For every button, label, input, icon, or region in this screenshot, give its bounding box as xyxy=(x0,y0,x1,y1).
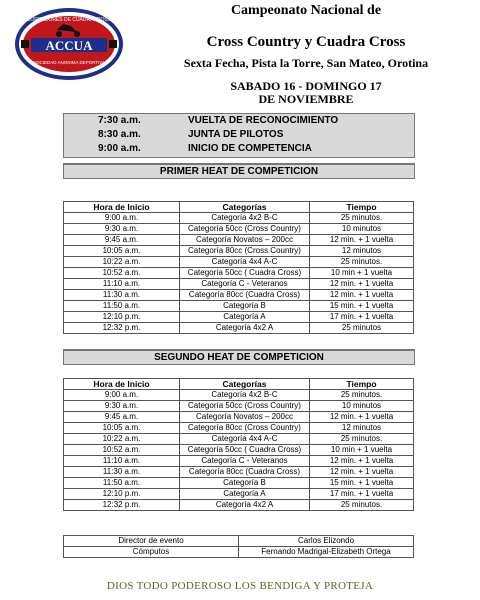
schedule-time: 7:30 a.m. xyxy=(98,115,141,126)
table-row xyxy=(64,323,414,334)
start-time-cell: 10:22 a.m. xyxy=(64,257,180,268)
table-header-row xyxy=(64,202,414,213)
category-cell: Categoría 4x2 A xyxy=(180,500,310,511)
start-time-cell: 11:10 a.m. xyxy=(64,456,180,467)
event-subtitle: Cross Country y Cuadra Cross xyxy=(206,34,406,50)
start-time-cell: 11:30 a.m. xyxy=(64,467,180,478)
duration-cell: 12 min. + 1 vuelta xyxy=(310,412,414,423)
category-cell: Categoría 4x2 A xyxy=(180,323,310,334)
table-row xyxy=(64,456,414,467)
staff-name: Carlos Elizondo xyxy=(239,536,414,547)
event-date-line2: DE NOVIEMBRE xyxy=(258,92,354,106)
duration-cell: 12 min. + 1 vuelta xyxy=(310,456,414,467)
col-header-category: Categorías xyxy=(180,379,310,390)
event-header xyxy=(138,2,474,106)
footer-blessing: DIOS TODO PODEROSO LOS BENDIGA Y PROTEJA xyxy=(106,580,374,592)
staff-row xyxy=(64,547,414,558)
col-header-time: Hora de Inicio xyxy=(64,202,180,213)
logo-bottom-text: SOCIEDAD ANONIMA DEPORTIVA xyxy=(32,60,106,65)
table-row xyxy=(64,412,414,423)
table-row xyxy=(64,279,414,290)
heat1-body xyxy=(64,213,414,334)
col-header-duration: Tiempo xyxy=(310,379,414,390)
start-time-cell: 12:32 p.m. xyxy=(64,500,180,511)
category-cell: Categoría B xyxy=(180,301,310,312)
duration-cell: 12 min. + 1 vuelta xyxy=(310,235,414,246)
duration-cell: 12 min. + 1 vuelta xyxy=(310,279,414,290)
start-time-cell: 11:50 a.m. xyxy=(64,478,180,489)
table-row xyxy=(64,390,414,401)
start-time-cell: 11:10 a.m. xyxy=(64,279,180,290)
duration-cell: 12 min. + 1 vuelta xyxy=(310,467,414,478)
duration-cell: 10 min + 1 vuelta xyxy=(310,268,414,279)
category-cell: Categoría C - Veteranos xyxy=(180,456,310,467)
duration-cell: 25 minutos. xyxy=(310,500,414,511)
duration-cell: 25 minutos. xyxy=(310,213,414,224)
col-header-duration: Tiempo xyxy=(310,202,414,213)
start-time-cell: 10:22 a.m. xyxy=(64,434,180,445)
duration-cell: 15 min. + 1 vuelta xyxy=(310,478,414,489)
schedule-row xyxy=(64,142,414,156)
table-row xyxy=(64,213,414,224)
start-time-cell: 9:00 a.m. xyxy=(64,213,180,224)
table-row xyxy=(64,246,414,257)
duration-cell: 25 minutos. xyxy=(310,390,414,401)
heat2-table xyxy=(63,378,414,511)
category-cell: Categoría 50cc (Cross Country) xyxy=(180,401,310,412)
start-time-cell: 9:00 a.m. xyxy=(64,390,180,401)
heat2-body xyxy=(64,390,414,511)
start-time-cell: 11:50 a.m. xyxy=(64,301,180,312)
start-time-cell: 10:05 a.m. xyxy=(64,423,180,434)
event-title: Campeonato Nacional de xyxy=(230,3,382,18)
category-cell: Categoría 80cc (Cross Country) xyxy=(180,246,310,257)
opening-schedule xyxy=(63,113,415,158)
duration-cell: 17 min. + 1 vuelta xyxy=(310,489,414,500)
start-time-cell: 9:45 a.m. xyxy=(64,412,180,423)
schedule-desc: JUNTA DE PILOTOS xyxy=(188,129,284,140)
staff-name: Fernando Madrigal-Elizabeth Ortega xyxy=(239,547,414,558)
table-row xyxy=(64,268,414,279)
table-row xyxy=(64,301,414,312)
duration-cell: 12 min. + 1 vuelta xyxy=(310,290,414,301)
start-time-cell: 12:10 p.m. xyxy=(64,312,180,323)
schedule-time: 9:00 a.m. xyxy=(98,143,141,154)
category-cell: Categoría B xyxy=(180,478,310,489)
table-row xyxy=(64,290,414,301)
start-time-cell: 9:30 a.m. xyxy=(64,401,180,412)
start-time-cell: 10:52 a.m. xyxy=(64,445,180,456)
col-header-time: Hora de Inicio xyxy=(64,379,180,390)
staff-role: Cómputos xyxy=(64,547,239,558)
table-row xyxy=(64,423,414,434)
duration-cell: 12 minutos xyxy=(310,246,414,257)
category-cell: Categoría 4x2 B-C xyxy=(180,390,310,401)
duration-cell: 10 minutos xyxy=(310,224,414,235)
start-time-cell: 9:45 a.m. xyxy=(64,235,180,246)
duration-cell: 15 min. + 1 vuelta xyxy=(310,301,414,312)
duration-cell: 25 minutos. xyxy=(310,434,414,445)
schedule-row xyxy=(64,114,414,128)
table-row xyxy=(64,467,414,478)
table-row xyxy=(64,500,414,511)
duration-cell: 17 min. + 1 vuelta xyxy=(310,312,414,323)
category-cell: Categoría 4x4 A-C xyxy=(180,434,310,445)
category-cell: Categoría Novatos – 200cc xyxy=(180,235,310,246)
table-row xyxy=(64,257,414,268)
duration-cell: 25 minutos xyxy=(310,323,414,334)
logo-main-text: ACCUA xyxy=(45,38,93,53)
category-cell: Categoría C - Veteranos xyxy=(180,279,310,290)
duration-cell: 12 minutos xyxy=(310,423,414,434)
duration-cell: 25 minutos. xyxy=(310,257,414,268)
category-cell: Categoría 80cc (Cuadra Cross) xyxy=(180,467,310,478)
start-time-cell: 12:32 p.m. xyxy=(64,323,180,334)
table-row xyxy=(64,401,414,412)
schedule-row xyxy=(64,128,414,142)
start-time-cell: 10:05 a.m. xyxy=(64,246,180,257)
category-cell: Categoría 4x4 A-C xyxy=(180,257,310,268)
col-header-category: Categorías xyxy=(180,202,310,213)
category-cell: Categoría A xyxy=(180,489,310,500)
category-cell: Categoría 50cc ( Cuadra Cross) xyxy=(180,445,310,456)
event-date-line1: SABADO 16 - DOMINGO 17 xyxy=(230,79,382,93)
event-location: Sexta Fecha, Pista la Torre, San Mateo, Orotina xyxy=(183,56,429,70)
staff-row xyxy=(64,536,414,547)
category-cell: Categoría 80cc (Cuadra Cross) xyxy=(180,290,310,301)
table-row xyxy=(64,489,414,500)
category-cell: Categoría Novatos – 200cc xyxy=(180,412,310,423)
start-time-cell: 11:30 a.m. xyxy=(64,290,180,301)
schedule-time: 8:30 a.m. xyxy=(98,129,141,140)
heat2-title: SEGUNDO HEAT DE COMPETICION xyxy=(63,349,415,365)
table-row xyxy=(64,434,414,445)
start-time-cell: 12:10 p.m. xyxy=(64,489,180,500)
table-row xyxy=(64,478,414,489)
duration-cell: 10 minutos xyxy=(310,401,414,412)
heat1-title: PRIMER HEAT DE COMPETICION xyxy=(63,163,415,179)
schedule-desc: INICIO DE COMPETENCIA xyxy=(188,143,312,154)
start-time-cell: 9:30 a.m. xyxy=(64,224,180,235)
heat1-table xyxy=(63,201,414,334)
category-cell: Categoría A xyxy=(180,312,310,323)
accua-logo xyxy=(13,6,125,82)
start-time-cell: 10:52 a.m. xyxy=(64,268,180,279)
table-header-row xyxy=(64,379,414,390)
table-row xyxy=(64,235,414,246)
table-row xyxy=(64,224,414,235)
category-cell: Categoría 50cc (Cross Country) xyxy=(180,224,310,235)
category-cell: Categoría 50cc ( Cuadra Cross) xyxy=(180,268,310,279)
category-cell: Categoría 80cc (Cross Country) xyxy=(180,423,310,434)
staff-table xyxy=(63,535,414,558)
staff-role: Director de evento xyxy=(64,536,239,547)
category-cell: Categoría 4x2 B-C xyxy=(180,213,310,224)
duration-cell: 10 min + 1 vuelta xyxy=(310,445,414,456)
table-row xyxy=(64,312,414,323)
schedule-desc: VUELTA DE RECONOCIMIENTO xyxy=(188,115,339,126)
logo-top-text: CORREDORES DE CUADRACROSS xyxy=(26,17,112,23)
table-row xyxy=(64,445,414,456)
